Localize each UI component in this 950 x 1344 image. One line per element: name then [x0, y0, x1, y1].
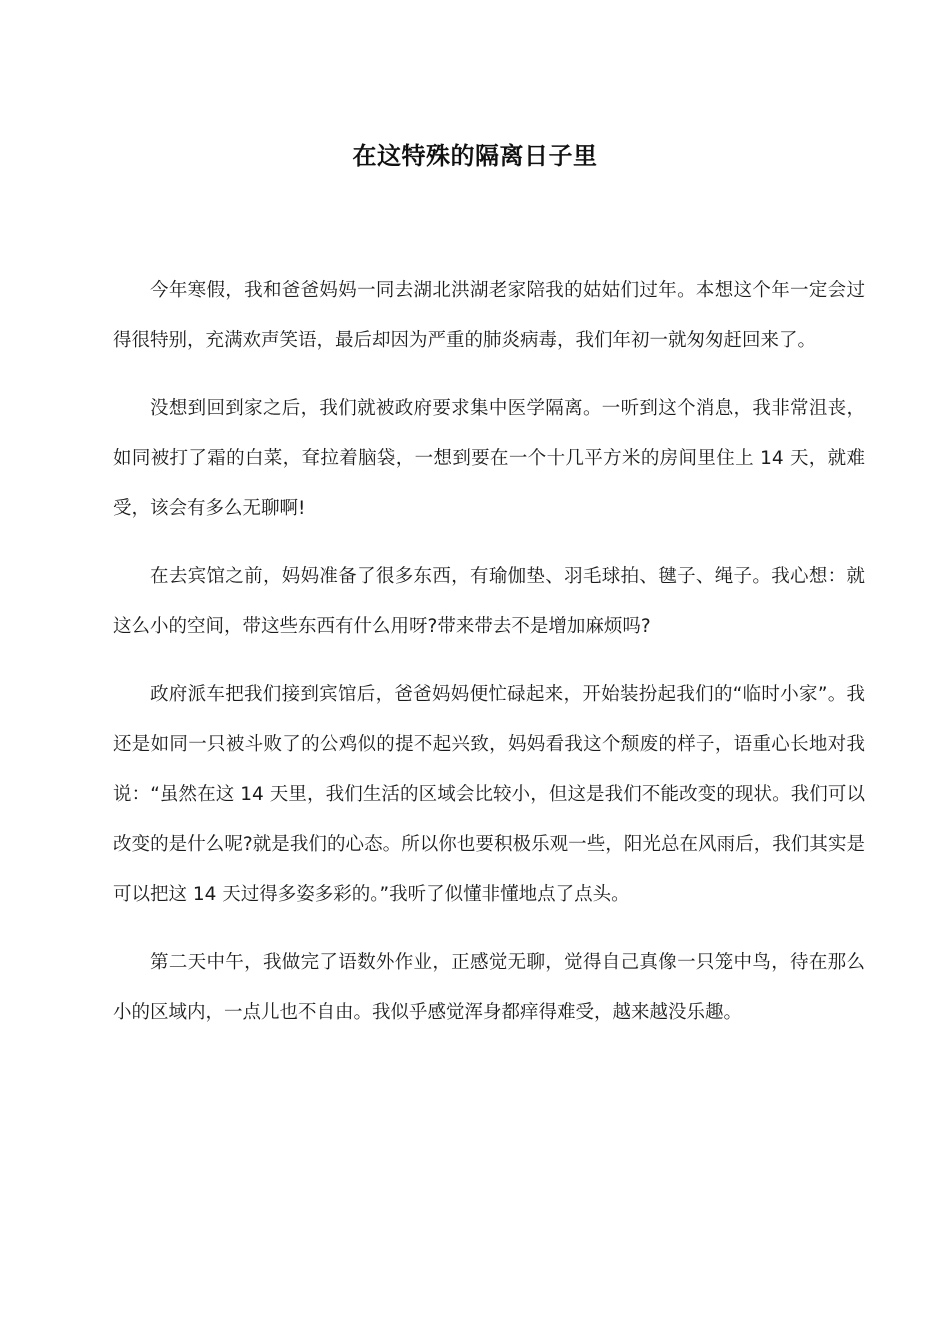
document-title: 在这特殊的隔离日子里: [352, 142, 598, 170]
paragraph-5: 第二天中午，我做完了语数外作业，正感觉无聊，觉得自己真像一只笼中鸟，待在那么小的区域内，一点儿也不自由。我似乎感觉浑身都痒得难受，越来越没乐趣。: [113, 952, 865, 1023]
paragraph-4: 政府派车把我们接到宾馆后，爸爸妈妈便忙碌起来，开始装扮起我们的“临时小家”。我还是如同一只被斗败了的公鸡似的提不起兴致，妈妈看我这个颓废的样子，语重心长地对我说：“虽然在这 14 天里，我们生活的区域会比较小，但这是我们不能改变的现状。我们可以改变的是什么呢?就是我们的心态。所以你也要积极乐观一些，阳光总在风雨后，我们其实是可以把这 14 天过得多姿多彩的。”我听了似懂非懂地点了点头。: [113, 684, 865, 905]
document-body: [113, 266, 865, 1056]
paragraph-1: 今年寒假，我和爸爸妈妈一同去湖北洪湖老家陪我的姑姑们过年。本想这个年一定会过得很特别，充满欢声笑语，最后却因为严重的肺炎病毒，我们年初一就匆匆赶回来了。: [113, 280, 865, 351]
paragraph-3: 在去宾馆之前，妈妈准备了很多东西，有瑜伽垫、羽毛球拍、毽子、绳子。我心想：就这么小的空间，带这些东西有什么用呀?带来带去不是增加麻烦吗?: [113, 566, 865, 637]
paragraph-2: 没想到回到家之后，我们就被政府要求集中医学隔离。一听到这个消息，我非常沮丧，如同被打了霜的白菜，耷拉着脑袋，一想到要在一个十几平方米的房间里住上 14 天，就难受，该会有多么无聊啊!: [113, 398, 865, 519]
